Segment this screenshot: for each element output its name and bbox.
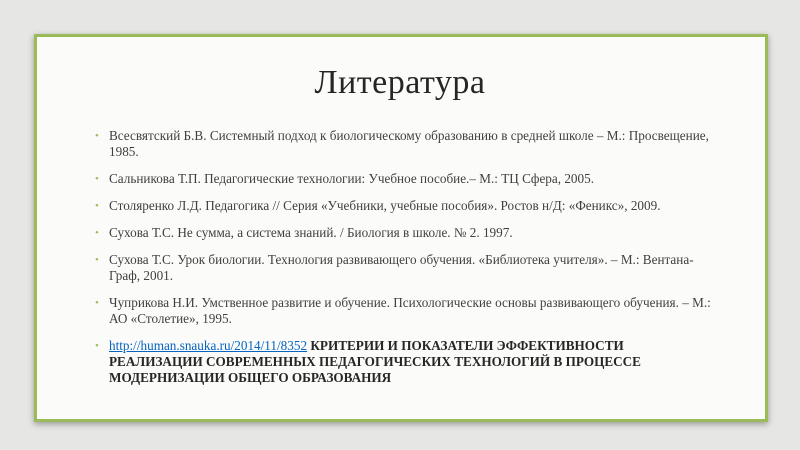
reference-item	[95, 128, 715, 160]
reference-text: Чуприкова Н.И. Умственное развитие и обучение. Психологические основы развивающего обучения. – М.: АО «Столетие», 1995.	[109, 295, 711, 326]
reference-text: Сухова Т.С. Урок биологии. Технология развивающего обучения. «Библиотека учителя». – М.: Вентана-Граф, 2001.	[109, 252, 694, 283]
bullet-icon: •	[95, 297, 99, 309]
bullet-icon: •	[95, 130, 99, 142]
bullet-icon: •	[95, 200, 99, 212]
bullet-icon: •	[95, 173, 99, 185]
bullet-icon: •	[95, 227, 99, 239]
reference-list	[95, 128, 715, 397]
bullet-icon: •	[95, 340, 99, 352]
reference-item-web	[95, 338, 715, 386]
reference-item	[95, 295, 715, 327]
reference-text: Всесвятский Б.В. Системный подход к биологическому образованию в средней школе – М.: Просвещение, 1985.	[109, 128, 709, 159]
slide-title: Литература	[314, 64, 486, 101]
reference-item	[95, 198, 715, 214]
reference-text: Сальникова Т.П. Педагогические технологии: Учебное пособие.– М.: ТЦ Сфера, 2005.	[109, 171, 595, 186]
bullet-icon: •	[95, 254, 99, 266]
reference-title-caps: КРИТЕРИИ И ПОКАЗАТЕЛИ ЭФФЕКТИВНОСТИ РЕАЛИЗАЦИИ СОВРЕМЕННЫХ ПЕДАГОГИЧЕСКИХ ТЕХНОЛОГИЙ В ПРОЦЕССЕ МОДЕРНИЗАЦИИ ОБЩЕГО ОБРАЗОВАНИЯ	[109, 338, 641, 385]
reference-text: Сухова Т.С. Не сумма, а система знаний. / Биология в школе. № 2. 1997.	[109, 225, 513, 240]
reference-item	[95, 225, 715, 241]
reference-link[interactable]: http://human.snauka.ru/2014/11/8352	[109, 338, 308, 353]
reference-text: Столяренко Л.Д. Педагогика // Серия «Учебники, учебные пособия». Ростов н/Д: «Феникс», 2009.	[109, 198, 661, 213]
reference-item	[95, 171, 715, 187]
reference-item	[95, 252, 715, 284]
